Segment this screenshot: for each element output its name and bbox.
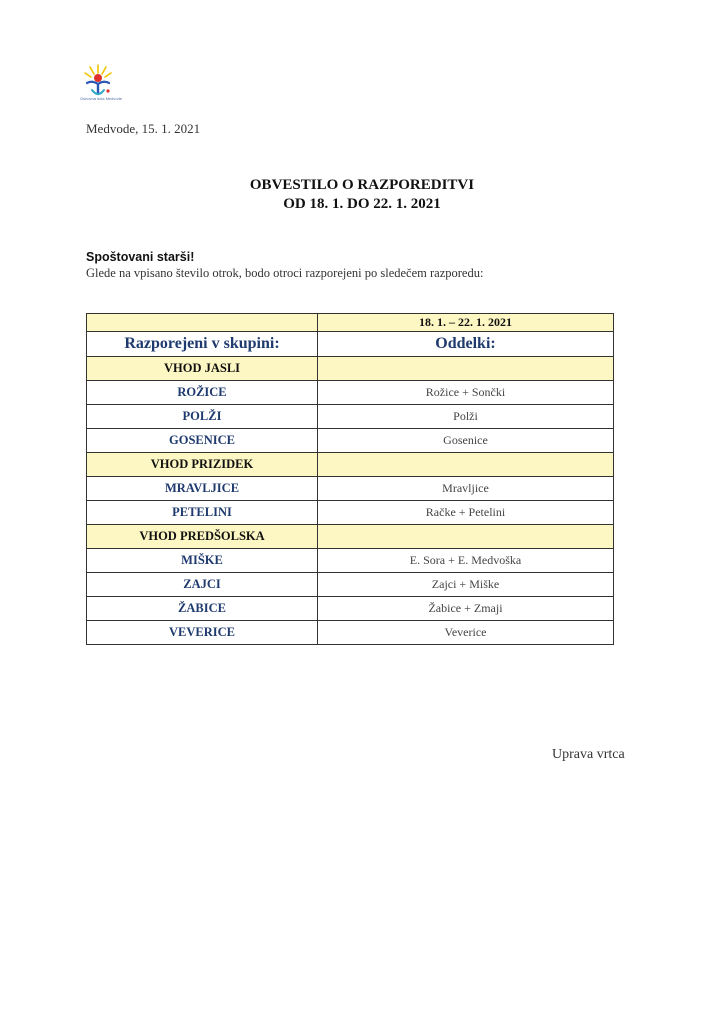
table-row <box>87 381 614 405</box>
group-name: ROŽICE <box>87 381 318 405</box>
entrance-name: VHOD PRIZIDEK <box>87 453 318 477</box>
table-row <box>87 549 614 573</box>
column-header-groups: Razporejeni v skupini: <box>87 332 318 357</box>
department-name: Račke + Petelini <box>318 501 614 525</box>
department-name: Zajci + Miške <box>318 573 614 597</box>
place-and-date: Medvode, 15. 1. 2021 <box>86 121 201 136</box>
title-line-1: OBVESTILO O RAZPOREDITVI <box>249 177 475 193</box>
entrance-name: VHOD PREDŠOLSKA <box>87 525 318 549</box>
group-name: MIŠKE <box>87 549 318 573</box>
department-name: Žabice + Zmaji <box>318 597 614 621</box>
department-name: Polži <box>318 405 614 429</box>
schedule-table <box>86 313 614 645</box>
entrance-name: VHOD JASLI <box>87 357 318 381</box>
group-name: GOSENICE <box>87 429 318 453</box>
department-name: Veverice <box>318 621 614 645</box>
department-name <box>318 525 614 549</box>
department-name: Gosenice <box>318 429 614 453</box>
intro-text: Glede na vpisano število otrok, bodo otroci razporejeni po sledečem razporedu: <box>86 266 484 280</box>
department-name <box>318 453 614 477</box>
table-row <box>87 429 614 453</box>
date-range-cell: 18. 1. – 22. 1. 2021 <box>318 314 614 332</box>
entrance-row <box>87 525 614 549</box>
entrance-row <box>87 357 614 381</box>
column-header-row <box>87 332 614 357</box>
department-name <box>318 357 614 381</box>
table-row <box>87 573 614 597</box>
group-name: ZAJCI <box>87 573 318 597</box>
logo-caption: Osnovna šola Medvode <box>80 96 123 101</box>
table-row <box>87 405 614 429</box>
column-header-departments: Oddelki: <box>318 332 614 357</box>
signature: Uprava vrtca <box>552 747 625 762</box>
document-title <box>0 176 724 214</box>
table-row <box>87 621 614 645</box>
table-row <box>87 501 614 525</box>
group-name: ŽABICE <box>87 597 318 621</box>
group-name: MRAVLJICE <box>87 477 318 501</box>
department-name: Rožice + Sončki <box>318 381 614 405</box>
group-name: VEVERICE <box>87 621 318 645</box>
empty-cell <box>87 314 318 332</box>
department-name: Mravljice <box>318 477 614 501</box>
table-row <box>87 597 614 621</box>
greeting: Spoštovani starši! <box>86 250 195 264</box>
title-line-2: OD 18. 1. DO 22. 1. 2021 <box>283 196 441 212</box>
group-name: PETELINI <box>87 501 318 525</box>
group-name: POLŽI <box>87 405 318 429</box>
date-range-row <box>87 314 614 332</box>
department-name: E. Sora + E. Medvoška <box>318 549 614 573</box>
table-row <box>87 477 614 501</box>
entrance-row <box>87 453 614 477</box>
